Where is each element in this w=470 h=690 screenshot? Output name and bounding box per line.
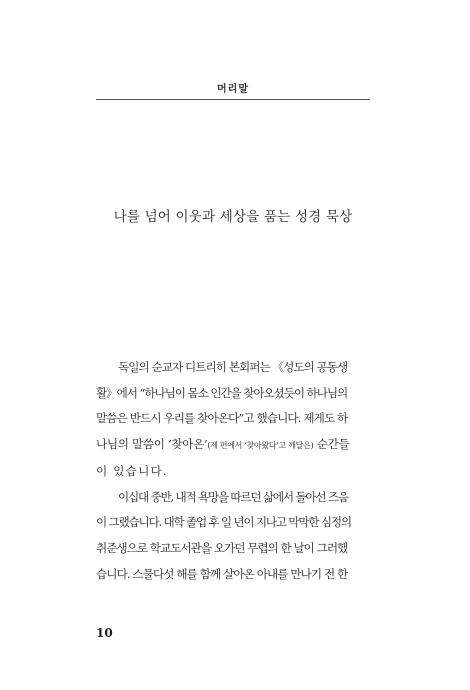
text-segment: 나님의 말씀이 ‘찾아온’	[96, 437, 208, 452]
running-head: 머리말	[217, 84, 249, 95]
text-line: 이 있습니다.	[96, 463, 168, 478]
inline-note: (제 편에서 ‘찾아왔다’고 깨달은)	[207, 441, 314, 451]
text-line: 활》에서 “하나님이 몸소 인간을 찾아오셨듯이 하나님의	[96, 385, 348, 400]
header-rule	[96, 99, 370, 100]
text-segment: 순간들	[313, 437, 350, 452]
text-line: 취준생으로 학교도서관을 오가던 무렵의 한 날이 그러했	[96, 540, 348, 555]
text-line	[74, 432, 370, 459]
text-line: 이십대 중반, 내적 욕망을 따르던 삶에서 돌아선 즈음	[118, 489, 348, 504]
text-line: 말씀은 반드시 우리를 찾아온다”고 했습니다. 제게도 하	[96, 411, 348, 426]
text-line: 독일의 순교자 디트리히 본회퍼는 《성도의 공동생	[118, 360, 348, 374]
section-subtitle: 나를 넘어 이웃과 세상을 품는 성경 묵상	[113, 209, 353, 225]
page-number: 10	[96, 626, 113, 640]
text-line: 이 그랬습니다. 대학 졸업 후 일 년이 지나고 막막한 심정의	[96, 515, 351, 530]
paragraph-1	[96, 355, 370, 485]
body-text	[96, 355, 370, 587]
text-line: 습니다. 스물다섯 해를 함께 살아온 아내를 만나기 전 한	[96, 566, 348, 581]
paragraph-2	[96, 485, 370, 588]
